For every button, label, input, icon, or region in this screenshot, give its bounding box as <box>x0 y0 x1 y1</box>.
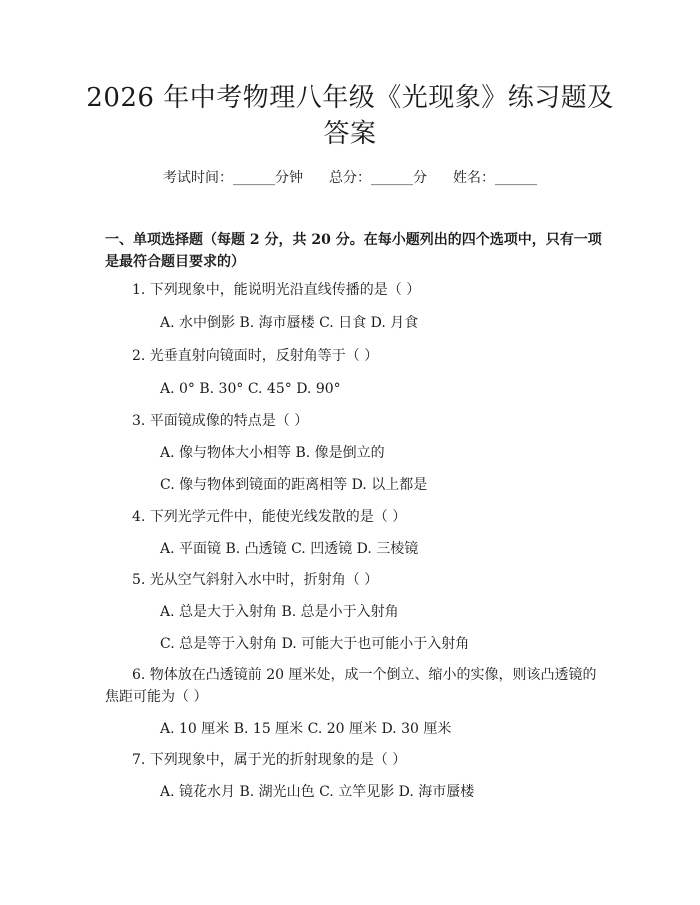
question-7-options: A. 镜花水月 B. 湖光山色 C. 立竿见影 D. 海市蜃楼 <box>160 784 475 800</box>
question-5-options-line-2: C. 总是等于入射角 D. 可能大于也可能小于入射角 <box>160 636 470 652</box>
question-2-options: A. 0° B. 30° C. 45° D. 90° <box>160 381 341 397</box>
question-6-stem: 6. 物体放在凸透镜前 20 厘米处，成一个倒立、缩小的实像，则该凸透镜的焦距可能为（ ） <box>105 667 597 705</box>
question-3-options-line-2: C. 像与物体到镜面的距离相等 D. 以上都是 <box>160 477 428 493</box>
exam-name: 姓名：______ <box>453 170 537 186</box>
question-1-options: A. 水中倒影 B. 海市蜃楼 C. 日食 D. 月食 <box>160 315 419 331</box>
question-3-stem: 3. 平面镜成像的特点是（ ） <box>132 413 309 429</box>
question-2-stem: 2. 光垂直射向镜面时，反射角等于（ ） <box>132 348 379 364</box>
question-1-stem: 1. 下列现象中，能说明光沿直线传播的是（ ） <box>132 282 421 298</box>
document-title: 2026 年中考物理八年级《光现象》练习题及答案 <box>86 83 614 149</box>
exam-score: 总分：______分 <box>329 170 427 186</box>
question-7-stem: 7. 下列现象中，属于光的折射现象的是（ ） <box>132 752 407 768</box>
question-3-options-line-1: A. 像与物体大小相等 B. 像是倒立的 <box>160 445 385 461</box>
question-4-options: A. 平面镜 B. 凸透镜 C. 凹透镜 D. 三棱镜 <box>160 541 419 557</box>
question-5-stem: 5. 光从空气斜射入水中时，折射角（ ） <box>132 572 379 588</box>
question-4-stem: 4. 下列光学元件中，能使光线发散的是（ ） <box>132 509 407 525</box>
question-6-options: A. 10 厘米 B. 15 厘米 C. 20 厘米 D. 30 厘米 <box>160 721 452 737</box>
section-heading: 一、单项选择题（每题 2 分，共 20 分。在每小题列出的四个选项中，只有一项是最符合题目要求的） <box>105 232 602 270</box>
question-5-options-line-1: A. 总是大于入射角 B. 总是小于入射角 <box>160 604 399 620</box>
exam-meta <box>0 168 700 188</box>
exam-time: 考试时间：______分钟 <box>163 170 303 186</box>
